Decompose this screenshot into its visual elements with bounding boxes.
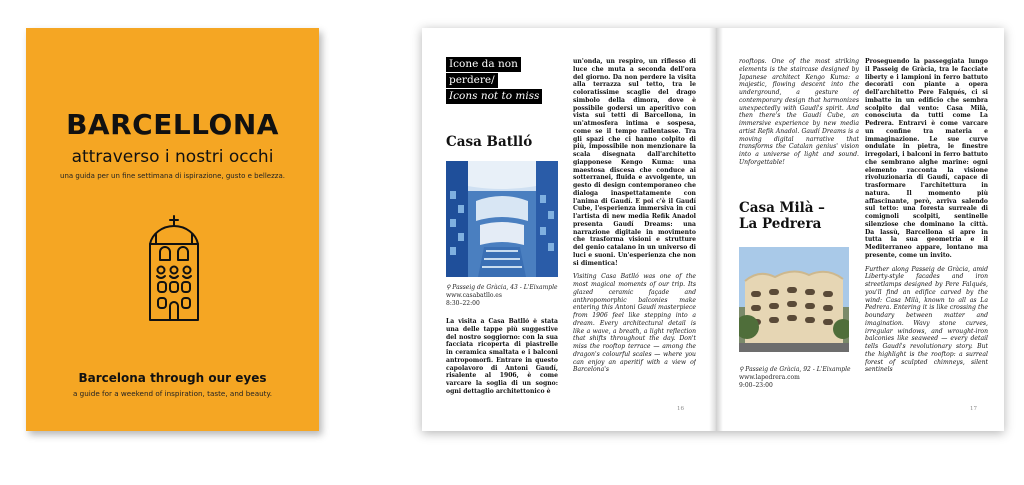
page16-column1-text: La visita a Casa Batlló è stata una delle tappe più suggestive del nostro soggiorno: con la sua facciata ricoperta di piastrelle in ceramica smaltata e i balconi antropomorfi. Entrare in questo capolavoro di Antoni Gaudí, risalente al 1906, è come varcare la soglia di un sogno: ogni dettaglio architettonico è bbox=[446, 318, 558, 395]
casa-mila-address: ⚲ Passeig de Gràcia, 92 - L'Eixample bbox=[739, 366, 851, 373]
casa-batllo-caption bbox=[446, 284, 566, 308]
page17-column2-text bbox=[865, 58, 988, 410]
casa-batllo-website: www.casabatllo.es bbox=[446, 292, 502, 299]
book-spread bbox=[422, 28, 1004, 431]
page-fold bbox=[709, 28, 723, 431]
casa-batllo-italian-text: un'onda, un respiro, un riflesso di luce che muta a seconda dell'ora del giorno. Da non perdere la visita alla terrazza sul tetto, tra le coloratissime scaglie del drago simbolo della dimora, dove è possibile godersi un aperitivo con vista sui tetti di Barcellona, in un'atmosfera intima e sospesa, come se il tempo rallentasse. Tra gli spazi che ci hanno colpito di più, impossibile non menzionare la scala disegnata dall'architetto giapponese Kengo Kuma: una maestosa discesa che conduce ai sotterranei, fluida e avvolgente, un gesto di design contemporaneo che dialoga inaspettatamente con l'anima di Gaudí. E poi c'è il Gaudí Cube, l'esperienza immersiva in cui l'artista di new media Refik Anadol presenta Gaudí Dreams: una narrazione digitale in movimento che trasforma visioni e strutture del genio catalano in un universo di luci e suoni. Un'esperienza che non si dimentica! bbox=[573, 58, 696, 267]
casa-batllo-photo bbox=[446, 161, 558, 277]
book-cover bbox=[26, 28, 319, 431]
page-number-17: 17 bbox=[970, 406, 977, 412]
cover-subtitle: attraverso i nostri occhi bbox=[71, 147, 274, 167]
casa-mila-title: Casa Milà – La Pedrera bbox=[739, 200, 825, 232]
section-heading bbox=[446, 57, 542, 105]
casa-mila-website: www.lapedrera.com bbox=[739, 374, 800, 381]
cover-english-subtitle: a guide for a weekend of inspiration, taste, and beauty. bbox=[72, 389, 272, 398]
page16-column2-text bbox=[573, 58, 696, 410]
casa-batllo-hours: 8:30–22:00 bbox=[446, 300, 480, 307]
page17-column1-text: rooftops. One of the most striking elements is the staircase designed by Japanese architect Kengo Kuma: a majestic, flowing descent into the underground, a gesture of contemporary design that harmonizes unexpectedly with Gaudí's spirit. And then there's the Gaudí Cube, an immersive experience by new media artist Refik Anadol. Gaudí Dreams is a moving digital narrative that transforms the Catalan genius' vision into a universe of light and sound. Unforgettable! bbox=[739, 58, 859, 166]
heading-english: Icons not to miss bbox=[446, 89, 542, 104]
casa-batllo-english-text: Visiting Casa Batlló was one of the most magical moments of our trip. Its glazed ceramic façade and anthropomorphic balconies make entering this Antoni Gaudí masterpiece from 1906 feel like stepping into a dream. Every architectural detail is like a wave, a breath, a light reflection that shifts throughout the day. Don't miss the rooftop terrace — among the dragon's colourful scales — where you can enjoy an aperitif with a view of Barcelona's bbox=[573, 273, 696, 374]
casa-mila-english-text: Further along Passeig de Gràcia, amid Liberty-style facades and iron streetlamps designed by Pere Falqués, you'll find an edifice carved by the wind: Casa Milà, known to all as La Pedrera. Entering it is like crossing the boundary between matter and imagination. Wavy stone curves, irregular windows, and wrought-iron balconies like seaweed — every detail tells Gaudí's revolutionary story. But the highlight is the rooftop: a surreal forest of sculpted chimneys, silent sentinels bbox=[865, 265, 988, 374]
heading-italian-line-1: Icone da non bbox=[446, 57, 521, 72]
cover-title: BARCELLONA bbox=[66, 108, 279, 141]
casa-mila-italian-text: Proseguendo la passeggiata lungo il Passeig de Gràcia, tra le facciate liberty e i lampioni in ferro battuto decorati con piante a opera dell'architetto Pere Falqués, ci si imbatte in un edificio che sembra scolpito dal vento: Casa Milà, conosciuta da tutti come La Pedrera. Entrarvi è come varcare un confine tra materia e immaginazione. Le sue curve ondulate in pietra, le finestre irregolari, i balconi in ferro battuto che sembrano alghe marine: ogni elemento racconta la visione rivoluzionaria di Gaudí, capace di trasformare l'architettura in natura. Il momento più affascinante, però, arriva salendo sul tetto: una foresta surreale di comignoli scolpiti, sentinelle silenziose che dominano la città. Da lassù, Barcellona si apre in tutta la sua geometria e il Mediterraneo appare, lontano ma presente, come un invito. bbox=[865, 58, 988, 259]
casa-mila-hours: 9:00–23:00 bbox=[739, 382, 773, 389]
page-number-16: 16 bbox=[677, 406, 684, 412]
casa-mila-caption bbox=[739, 366, 859, 390]
cover-tagline: una guida per un fine settimana di ispirazione, gusto e bellezza. bbox=[60, 172, 285, 180]
casa-batllo-title: Casa Batlló bbox=[446, 134, 533, 150]
casa-mila-photo bbox=[739, 247, 849, 352]
heading-italian-line-2: perdere/ bbox=[446, 73, 498, 88]
cover-english-title: Barcelona through our eyes bbox=[78, 371, 267, 385]
casa-batllo-address: ⚲ Passeig de Gràcia, 43 - L'Eixample bbox=[446, 284, 558, 291]
casa-batllo-facade-icon bbox=[144, 214, 204, 322]
